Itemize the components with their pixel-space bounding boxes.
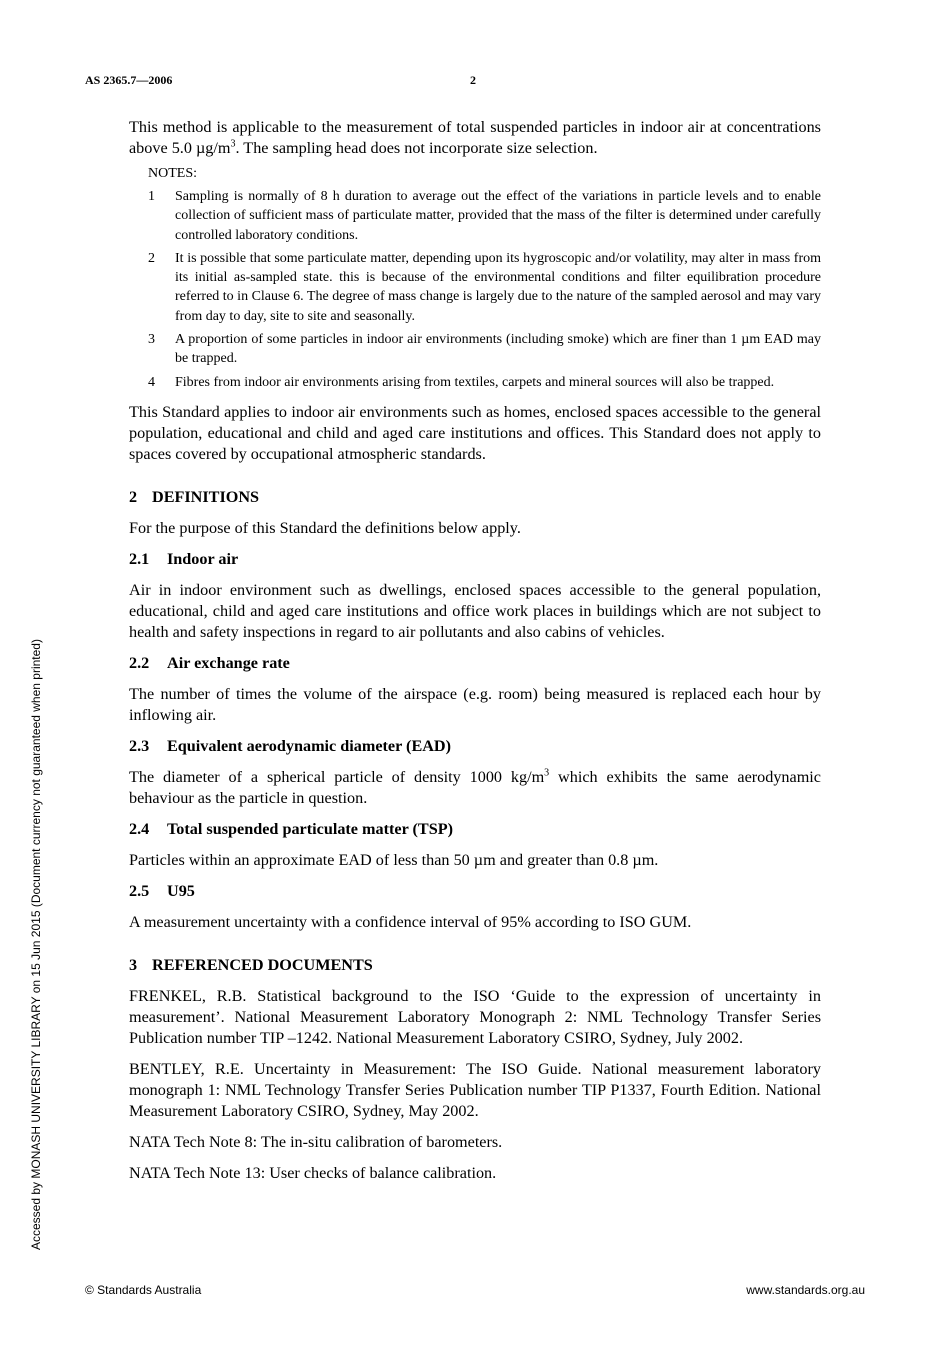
note-item: 1 Sampling is normally of 8 h duration to average out the effect of the variations in particle levels and to enable collection of sufficient mass of particulate matter, provided that the mass of the filter is determined under carefully controlled laboratory conditions. [148,189,821,243]
intro-paragraph: This method is applicable to the measurement of total suspended particles in indoor air at concentrations above 5.0 $\mu g/m^3$. The sampling head does not incorporate size selection. [129,118,821,157]
section-heading-references: 3 REFERENCED DOCUMENTS [129,955,373,974]
notes-title: NOTES: [148,166,197,181]
definition-text: The diameter of a spherical particle of density 1000 $kg/m^3$ which exhibits the same aerodynamic behaviour as the particle in question. [129,767,821,807]
page-body [129,117,821,1184]
footer-copyright: © Standards Australia [85,1283,202,1297]
definition-text: The number of times the volume of the airspace (e.g. room) being measured is replaced each hour by inflowing air. [129,684,821,724]
section-heading-definitions: 2 DEFINITIONS [129,487,260,506]
reference-item: FRENKEL, R.B. Statistical background to the ISO ‘Guide to the expression of uncertainty in measurement’. National Measurement Laboratory Monograph 2: NML Technology Transfer Series Publication number TIP –1242. National Measurement Laboratory CSIRO, Sydney, July 2002. [129,986,821,1047]
definition-heading: 2.4 Total suspended particulate matter (TSP) [129,819,453,838]
reference-item: BENTLEY, R.E. Uncertainty in Measurement: The ISO Guide. National measurement laboratory monograph 1: NML Technology Transfer Series Publication number TIP P1337, Fourth Edition. National Measurement Laboratory CSIRO, Sydney, May 2002. [129,1059,821,1120]
note-item: 4 Fibres from indoor air environments arising from textiles, carpets and mineral sources will also be trapped. [148,374,775,390]
document-code: AS 2365.7—2006 [85,73,173,87]
note-item: 3 A proportion of some particles in indoor air environments (including smoke) which are finer than 1 µm EAD may be trapped. [148,332,821,367]
definition-heading: 2.1 Indoor air [129,549,239,568]
definition-text: A measurement uncertainty with a confidence interval of 95% according to ISO GUM. [129,912,692,931]
reference-item: NATA Tech Note 8: The in-situ calibration of barometers. [129,1132,503,1151]
definition-heading: 2.5 U95 [129,881,195,900]
definitions-intro: For the purpose of this Standard the definitions below apply. [129,518,521,537]
definition-text: Air in indoor environment such as dwellings, enclosed spaces accessible to the general population, educational, child and aged care institutions and office work places in buildings which are not subject to health and safety inspections in regard to air pollutants and also cabins of vehicles. [129,580,821,641]
footer-website: www.standards.org.au [746,1283,865,1297]
definition-text: Particles within an approximate EAD of less than 50 µm and greater than 0.8 µm. [129,850,659,869]
note-item: 2 It is possible that some particulate matter, depending upon its hygroscopic and/or volatility, may alter in mass from its initial as-sampled state. this is because of the environmental conditions and filter equilibration procedure referred to in Clause 6. The degree of mass change is largely due to the nature of the sampled aerosol and may vary from day to day, site to site and seasonally. [148,250,821,324]
reference-item: NATA Tech Note 13: User checks of balance calibration. [129,1163,497,1182]
definition-heading: 2.2 Air exchange rate [129,653,290,672]
page-number: 2 [470,73,476,87]
definition-heading: 2.3 Equivalent aerodynamic diameter (EAD) [129,736,452,755]
scope-paragraph: This Standard applies to indoor air environments such as homes, enclosed spaces accessible to the general population, educational and child and aged care institutions and offices. This Standard does not apply to spaces covered by occupational atmospheric standards. [129,402,821,463]
access-watermark: Accessed by MONASH UNIVERSITY LIBRARY on 15 Jun 2015 (Document currency not guaranteed when printed) [29,639,43,1250]
